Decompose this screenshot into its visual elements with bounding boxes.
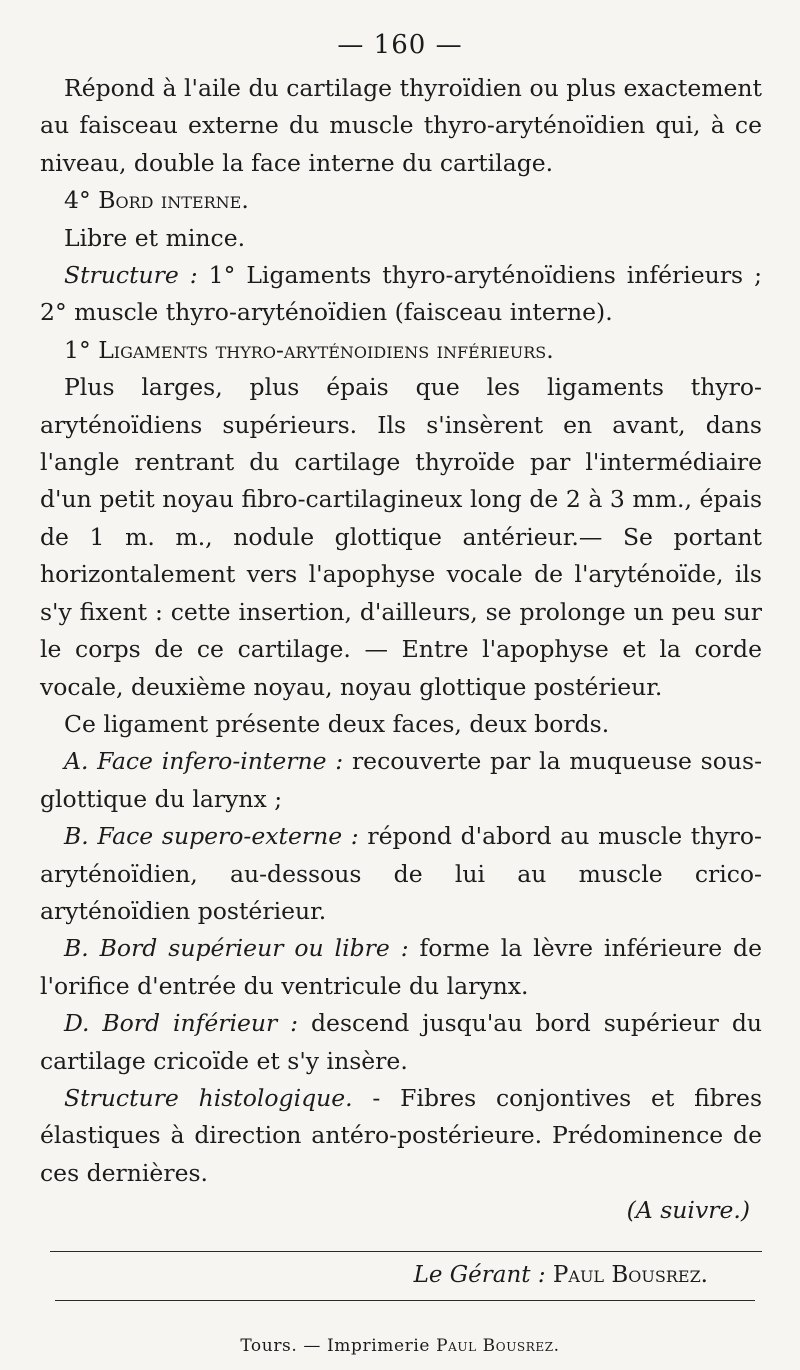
imprint-line (0, 1336, 800, 1356)
heading-title: Bord interne. (98, 186, 249, 215)
gerant-label: Le Gérant : (413, 1262, 546, 1288)
imprint-city: Tours. — Imprimerie (240, 1336, 431, 1356)
heading-number: 1° (64, 335, 91, 364)
structure-label: Structure : (64, 261, 198, 290)
paragraph-bord-superieur (40, 930, 762, 1005)
item-label: D. Bord inférieur : (64, 1009, 299, 1038)
structure-text: 1° Ligaments thyro-aryténoïdiens inférieurs ; 2° muscle thyro-aryténoïdien (faisceau interne). (40, 261, 762, 327)
body-text (40, 70, 762, 1230)
item-text: répond d'abord au muscle thyro-aryténoïdien, au-dessous de lui au muscle crico-aryténoïdien postérieur. (40, 822, 762, 925)
a-suivre-note: (A suivre.) (626, 1196, 750, 1225)
footer-rule-top (50, 1251, 762, 1252)
paragraph-structure-histologique (40, 1080, 762, 1192)
gerant-name: Paul Bousrez. (552, 1262, 708, 1288)
page-number: — 160 — (337, 30, 463, 60)
item-text: descend jusqu'au bord supérieur du cartilage cricoïde et s'y insère. (40, 1009, 762, 1075)
heading-title: Ligaments thyro-aryténoidiens inférieurs. (98, 335, 554, 364)
imprint-name: Paul Bousrez. (436, 1336, 560, 1356)
item-label: A. Face infero-interne : (64, 747, 344, 776)
paragraph-ligaments: Plus larges, plus épais que les ligaments thyro-aryténoïdiens supérieurs. Ils s'insèrent en avant, dans l'angle rentrant du cartilage thyroïde par l'intermédiaire d'un petit noyau fibro-cartilagineux long de 2 à 3 mm., épais de 1 m. m., nodule glottique antérieur.— Se portant horizontalement vers l'apophyse vocale de l'aryténoïde, ils s'y fixent : cette insertion, d'ailleurs, se prolonge un peu sur le corps de ce cartilage. — Entre l'apophyse et la corde vocale, deuxième noyau, noyau glottique postérieur. (40, 373, 762, 701)
footer-rule-middle (55, 1300, 755, 1301)
paragraph-aile: Répond à l'aile du cartilage thyroïdien ou plus exactement au faisceau externe du muscle thyro-aryténoïdien qui, à ce niveau, double la face interne du cartilage. (40, 74, 762, 177)
heading-ligaments (40, 332, 762, 369)
heading-bord-interne (40, 182, 762, 219)
item-label: Structure histologique. (64, 1083, 353, 1112)
item-label: B. Bord supérieur ou libre : (64, 934, 409, 963)
item-text: forme la lèvre inférieure de l'orifice d'entrée du ventricule du larynx. (40, 934, 762, 1000)
gerant-line (414, 1262, 708, 1288)
item-text: recouverte par la muqueuse sous-glottique du larynx ; (40, 747, 763, 813)
paragraph-bord-inferieur (40, 1005, 762, 1080)
heading-number: 4° (64, 186, 91, 215)
item-label: B. Face supero-externe : (64, 822, 359, 851)
paragraph-structure (40, 257, 762, 332)
paragraph-faces-bords: Ce ligament présente deux faces, deux bords. (64, 709, 610, 738)
paragraph-face-supero-externe (40, 818, 762, 930)
item-text: - Fibres conjontives et fibres élastiques à direction antéro-postérieure. Prédominence de ces dernières. (40, 1083, 763, 1187)
paragraph-libre: Libre et mince. (64, 223, 246, 252)
paragraph-face-infero-interne (40, 743, 762, 818)
